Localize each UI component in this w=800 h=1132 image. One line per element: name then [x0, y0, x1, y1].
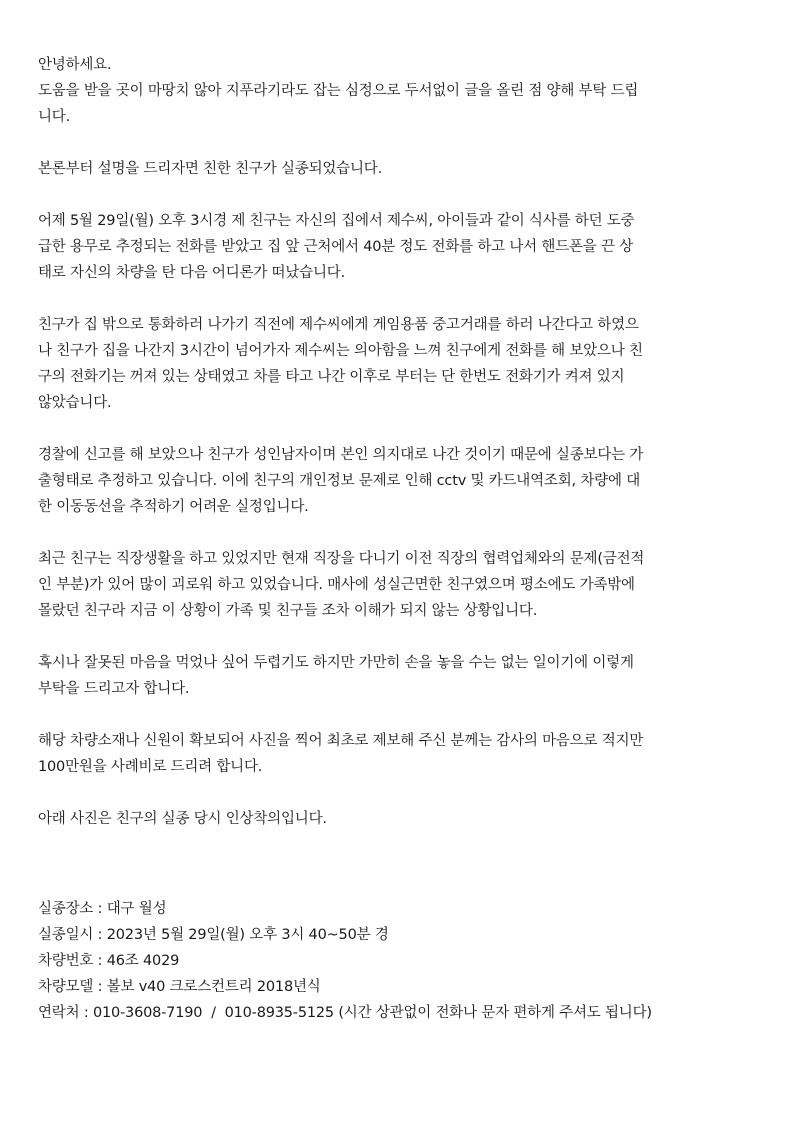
body-line: 100만원을 사례비로 드리려 합니다. — [38, 759, 263, 775]
body-line: 몰랐던 친구라 지금 이 상황이 가족 및 친구들 조차 이해가 되지 않는 상황입니다. — [38, 603, 538, 619]
info-contact-row — [38, 1000, 762, 1026]
body-line: 한 이동동선을 추적하기 어려운 실정입니다. — [38, 499, 309, 515]
info-plate-label: 차량번호 — [38, 953, 94, 969]
info-separator: : — [93, 901, 107, 917]
body-line: 아래 사진은 친구의 실종 당시 인상착의입니다. — [38, 811, 327, 827]
info-plate-value: 46조 4029 — [106, 953, 180, 969]
paragraph-gap — [38, 624, 762, 650]
info-separator: : — [93, 927, 107, 943]
body-line: 않았습니다. — [38, 395, 112, 411]
body-line: 출형태로 추정하고 있습니다. 이에 친구의 개인정보 문제로 인해 cctv 및 카드내역조회, 차량에 대 — [38, 473, 640, 489]
info-separator: : — [93, 953, 107, 969]
greeting-line: 안녕하세요. — [38, 57, 112, 73]
body-line: 혹시나 잘못된 마음을 먹었나 싶어 두렵기도 하지만 가만히 손을 놓을 수는 없는 일이기에 이렇게 — [38, 655, 634, 671]
paragraph-gap — [38, 286, 762, 312]
body-line: 경찰에 신고를 해 보았으나 친구가 성인남자이며 본인 의지대로 나간 것이기 때문에 실종보다는 가 — [38, 447, 644, 463]
info-model-label: 차량모델 — [38, 979, 94, 995]
body-line: 친구가 집 밖으로 통화하러 나가기 직전에 제수씨에게 게임용품 중고거래를 하러 나간다고 하였으 — [38, 317, 639, 333]
body-line: 인 부분)가 있어 많이 괴로워 하고 있었습니다. 매사에 성실근면한 친구였으며 평소에도 가족밖에 — [38, 577, 635, 593]
paragraph-gap — [38, 780, 762, 806]
body-line: 해당 차량소재나 신원이 확보되어 사진을 찍어 최초로 제보해 주신 분께는 감사의 마음으로 적지만 — [38, 733, 644, 749]
info-model-value: 볼보 v40 크로스컨트리 2018년식 — [106, 979, 321, 995]
paragraph-gap — [38, 520, 762, 546]
info-contact-value: 010-3608-7190 / 010-8935-5125 (시간 상관없이 전화나 문자 편하게 주셔도 됩니다) — [92, 1005, 652, 1021]
body-line: 나 친구가 집을 나간지 3시간이 넘어가자 제수씨는 의아함을 느껴 친구에게 전화를 해 보았으나 친 — [38, 343, 643, 359]
info-datetime-value: 2023년 5월 29일(월) 오후 3시 40~50분 경 — [106, 927, 389, 943]
info-location-row — [38, 896, 762, 922]
info-separator: : — [93, 979, 107, 995]
paragraph-gap — [38, 702, 762, 728]
body-line: 도움을 받을 곳이 마땅치 않아 지푸라기라도 잡는 심정으로 두서없이 글을 올린 점 양해 부탁 드립 — [38, 83, 639, 99]
body-line: 니다. — [38, 109, 71, 125]
info-location-value: 대구 월성 — [106, 901, 167, 917]
body-line: 어제 5월 29일(월) 오후 3시경 제 친구는 자신의 집에서 제수씨, 아이들과 같이 식사를 하던 도중 — [38, 213, 635, 229]
body-line: 구의 전화기는 꺼져 있는 상태였고 차를 타고 나간 이후로 부터는 단 한번도 전화기가 켜져 있지 — [38, 369, 625, 385]
body-line: 본론부터 설명을 드리자면 친한 친구가 실종되었습니다. — [38, 161, 383, 177]
info-plate-row — [38, 948, 762, 974]
info-separator: : — [79, 1005, 93, 1021]
info-datetime-row — [38, 922, 762, 948]
body-line: 부탁을 드리고자 합니다. — [38, 681, 190, 697]
info-location-label: 실종장소 — [38, 901, 94, 917]
info-datetime-label: 실종일시 — [38, 927, 94, 943]
missing-info-block — [38, 896, 762, 1026]
paragraph-gap — [38, 416, 762, 442]
paragraph-gap — [38, 182, 762, 208]
paragraph-gap — [38, 130, 762, 156]
body-line: 태로 자신의 차량을 탄 다음 어디론가 떠났습니다. — [38, 265, 346, 281]
info-model-row — [38, 974, 762, 1000]
body-line: 최근 친구는 직장생활을 하고 있었지만 현재 직장을 다니기 이전 직장의 협력업체와의 문제(금전적 — [38, 551, 645, 567]
letter-body — [38, 52, 762, 832]
info-contact-label: 연락처 — [38, 1005, 80, 1021]
body-line: 급한 용무로 추정되는 전화를 받았고 집 앞 근처에서 40분 정도 전화를 하고 나서 핸드폰을 끈 상 — [38, 239, 634, 255]
